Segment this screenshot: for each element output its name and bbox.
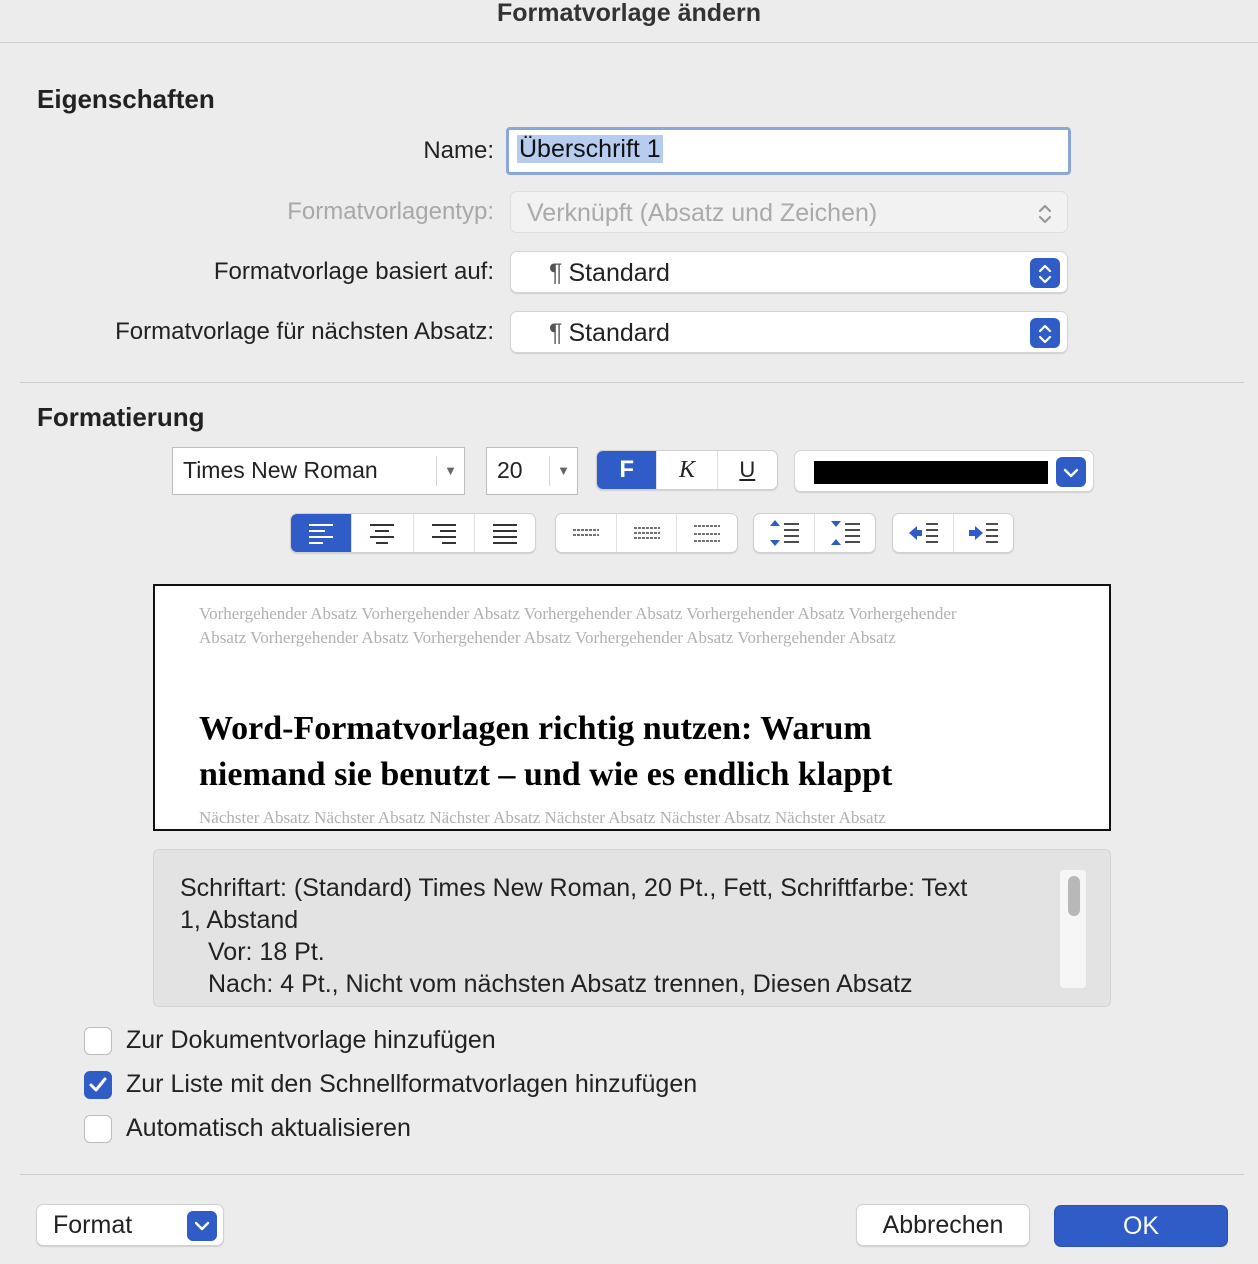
- auto-update-label: Automatisch aktualisieren: [126, 1114, 411, 1142]
- name-input-value: Überschrift 1: [519, 135, 661, 163]
- description-line: 1, Abstand: [180, 906, 299, 934]
- next-paragraph-text: Nächster Absatz Nächster Absatz Nächster Absatz Nächster Absatz Nächster Absatz Nächster Absatz: [199, 808, 886, 827]
- description-line: Nach: 4 Pt., Nicht vom nächsten Absatz trennen, Diesen Absatz: [208, 970, 913, 998]
- align-left-icon: [307, 522, 335, 544]
- font-color-swatch: [814, 461, 1048, 484]
- add-to-quick-styles-option[interactable]: [84, 1070, 697, 1099]
- pilcrow-icon: ¶: [549, 319, 563, 347]
- alignment-segment: [290, 513, 536, 553]
- description-line: Schriftart: (Standard) Times New Roman, 20 Pt., Fett, Schriftfarbe: Text: [180, 874, 968, 902]
- increase-spacing-button[interactable]: [754, 514, 815, 552]
- name-label: Name:: [423, 137, 494, 164]
- font-color-picker[interactable]: [794, 450, 1094, 492]
- checkmark-icon: [88, 1076, 108, 1094]
- add-to-quick-styles-label: Zur Liste mit den Schnellformatvorlagen hinzufügen: [126, 1070, 698, 1098]
- paragraph-spacing-segment: [753, 513, 876, 553]
- one-half-spacing-button[interactable]: [617, 514, 678, 552]
- add-to-template-option[interactable]: [84, 1026, 496, 1055]
- add-to-template-checkbox[interactable]: [84, 1027, 112, 1055]
- previous-paragraph-text: Vorhergehender Absatz Vorhergehender Absatz Vorhergehender Absatz Vorhergehender Absatz Vorhergehender Absatz Vorhergehender Absatz Vorhergehender Absatz Vorhergehender Absatz Vorhergehender Absatz: [199, 604, 957, 647]
- preview-heading-line2: niemand sie benutzt – und wie es endlich klappt: [199, 756, 893, 793]
- based-on-value: Standard: [568, 259, 670, 287]
- font-size-value: 20: [497, 457, 523, 483]
- section-divider: [20, 382, 1244, 383]
- indent-segment: [892, 513, 1014, 553]
- single-spacing-button[interactable]: [556, 514, 617, 552]
- properties-heading: Eigenschaften: [37, 84, 215, 114]
- single-spacing-icon: [572, 522, 600, 544]
- style-description-text: [180, 872, 1060, 1000]
- format-button-label: Format: [53, 1211, 133, 1239]
- font-name-value: Times New Roman: [183, 457, 378, 483]
- decrease-spacing-button[interactable]: [815, 514, 875, 552]
- title-divider: [0, 42, 1258, 43]
- dropdown-arrow-icon[interactable]: ▼: [549, 456, 577, 486]
- auto-update-option[interactable]: [84, 1114, 411, 1143]
- up-down-chevron-icon: [1030, 258, 1060, 288]
- double-spacing-button[interactable]: [677, 514, 737, 552]
- decrease-indent-icon: [907, 520, 939, 546]
- align-left-button[interactable]: [291, 514, 352, 552]
- font-name-combo[interactable]: [172, 447, 465, 495]
- cancel-button[interactable]: Abbrechen: [856, 1204, 1030, 1246]
- next-paragraph-select[interactable]: [510, 311, 1068, 353]
- footer-divider: [20, 1174, 1244, 1175]
- based-on-select[interactable]: [510, 251, 1068, 293]
- align-center-icon: [368, 522, 396, 544]
- dialog-title: Formatvorlage ändern: [497, 0, 761, 27]
- decrease-paragraph-spacing-icon: [829, 518, 861, 548]
- increase-indent-button[interactable]: [954, 514, 1014, 552]
- align-right-button[interactable]: [414, 514, 475, 552]
- scrollbar-thumb[interactable]: [1068, 876, 1080, 916]
- italic-button[interactable]: K: [657, 451, 717, 489]
- chevron-down-icon[interactable]: [1056, 457, 1086, 487]
- line-spacing-segment: [555, 513, 738, 553]
- font-size-combo[interactable]: [486, 447, 578, 495]
- chevron-down-icon: [187, 1211, 217, 1241]
- next-paragraph-label: Formatvorlage für nächsten Absatz:: [115, 318, 494, 345]
- justify-button[interactable]: [475, 514, 535, 552]
- add-to-template-label: Zur Dokumentvorlage hinzufügen: [126, 1026, 496, 1054]
- formatting-heading: Formatierung: [37, 402, 205, 432]
- pilcrow-icon: ¶: [549, 259, 563, 287]
- one-half-spacing-icon: [633, 522, 661, 544]
- ok-button[interactable]: OK: [1054, 1205, 1228, 1247]
- up-down-chevron-icon: [1030, 318, 1060, 348]
- up-down-chevron-icon: [1030, 198, 1060, 228]
- add-to-quick-styles-checkbox[interactable]: [84, 1071, 112, 1099]
- text-style-segment: [596, 450, 778, 490]
- bold-button[interactable]: F: [597, 451, 657, 489]
- dropdown-arrow-icon[interactable]: ▼: [436, 456, 464, 486]
- based-on-label: Formatvorlage basiert auf:: [213, 258, 494, 285]
- style-description: [153, 849, 1111, 1007]
- auto-update-checkbox[interactable]: [84, 1115, 112, 1143]
- align-center-button[interactable]: [352, 514, 413, 552]
- description-scrollbar[interactable]: [1060, 870, 1086, 988]
- style-preview: [153, 584, 1111, 831]
- style-type-value: Verknüpft (Absatz und Zeichen): [527, 199, 878, 227]
- format-menu-button[interactable]: [36, 1204, 224, 1246]
- justify-icon: [491, 522, 519, 544]
- align-right-icon: [430, 522, 458, 544]
- style-type-label: Formatvorlagentyp:: [287, 198, 494, 225]
- increase-indent-icon: [967, 520, 999, 546]
- increase-paragraph-spacing-icon: [768, 518, 800, 548]
- underline-button[interactable]: U: [739, 457, 756, 482]
- decrease-indent-button[interactable]: [893, 514, 954, 552]
- preview-heading-line1: Word-Formatvorlagen richtig nutzen: Warum: [199, 710, 872, 747]
- name-input[interactable]: [506, 127, 1071, 175]
- description-line: Vor: 18 Pt.: [208, 938, 325, 966]
- next-paragraph-value: Standard: [568, 319, 670, 347]
- style-type-select: [510, 191, 1068, 233]
- preview-heading: [199, 706, 1079, 798]
- double-spacing-icon: [693, 522, 721, 544]
